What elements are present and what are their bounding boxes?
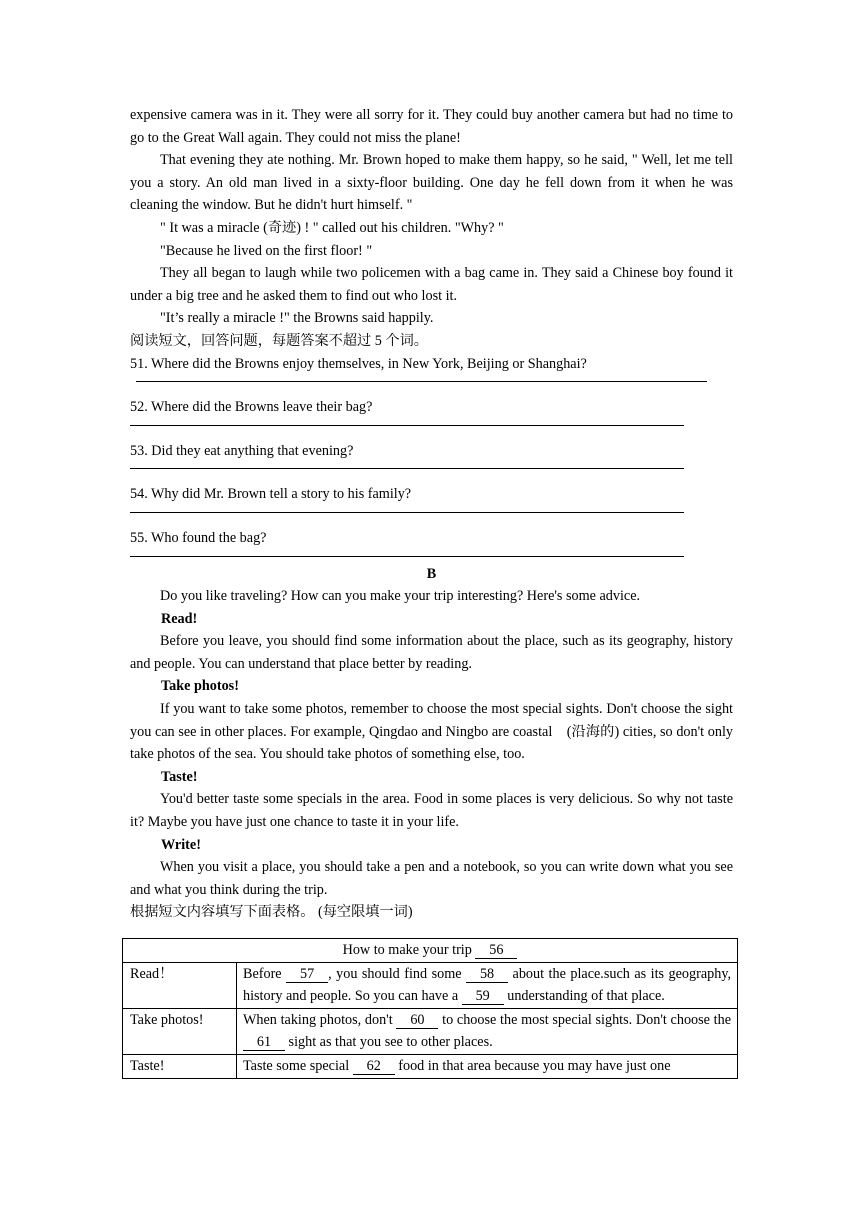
table-header-cell xyxy=(123,939,738,963)
answer-line-51[interactable] xyxy=(136,381,707,382)
read-heading: Read! xyxy=(161,610,198,627)
question-55: 55. Who found the bag? xyxy=(130,529,267,546)
worksheet-page xyxy=(130,104,733,924)
row-text: about the place.such as its geography, history and people. So you can have a xyxy=(243,965,732,1005)
row-label-read: Read！ xyxy=(123,962,237,1008)
question-51: 51. Where did the Browns enjoy themselves, in New York, Beijing or Shanghai? xyxy=(130,355,587,372)
passage-a-paragraph: "It’s really a miracle !" the Browns said happily. xyxy=(160,310,434,327)
question-52: 52. Where did the Browns leave their bag? xyxy=(130,399,373,416)
table-row xyxy=(123,1054,738,1078)
row-text: Before xyxy=(243,965,282,982)
table-title: How to make your trip xyxy=(342,942,472,958)
write-paragraph: When you visit a place, you should take a pen and a notebook, so you can write down what you see and what you think during the trip. xyxy=(130,859,733,898)
blank-61[interactable]: 61 xyxy=(243,1034,285,1051)
answer-line-54[interactable] xyxy=(130,512,684,513)
taste-heading: Taste! xyxy=(161,768,198,785)
passage-a-paragraph: They all began to laugh while two policemen with a bag came in. They said a Chinese boy found it under a big tree and he asked them to find out who lost it. xyxy=(130,265,733,304)
section-b-intro: Do you like traveling? How can you make your trip interesting? Here's some advice. xyxy=(160,588,641,605)
taste-paragraph: You'd better taste some specials in the area. Food in some places is very delicious. So why not taste it? Maybe you have just one chance to taste it in your life. xyxy=(130,791,733,831)
passage-a-paragraph: " It was a miracle (奇迹) ! " called out his children. "Why? " xyxy=(160,219,504,236)
row-label-taste: Taste! xyxy=(123,1054,237,1078)
row-text: food in that area because you may have just one xyxy=(398,1057,671,1074)
fill-in-table xyxy=(122,938,738,1079)
question-54: 54. Why did Mr. Brown tell a story to his family? xyxy=(130,486,412,503)
answer-line-52[interactable] xyxy=(130,425,684,426)
table-row xyxy=(123,962,738,1008)
write-heading: Write! xyxy=(161,836,201,853)
passage-a-paragraph: expensive camera was in it. They were all sorry for it. They could buy another camera but had no time to go to the Great Wall again. They could not miss the plane! xyxy=(130,107,733,146)
instructions-a: 阅读短文，回答问题，每题答案不超过 5 个词。 xyxy=(130,332,428,349)
row-text: When taking photos, don't xyxy=(243,1011,393,1028)
section-b-heading: B xyxy=(426,565,437,582)
instructions-b: 根据短文内容填写下面表格。 (每空限填一词) xyxy=(130,904,413,921)
photo-paragraph: If you want to take some photos, remember to choose the most special sights. Don't choose the sight you can see in other places. For example, Qingdao and Ningbo are coastal (沿海的) cities, so don't only take photos of the sea. You should take photos of something else, too. xyxy=(130,701,733,763)
blank-56[interactable]: 56 xyxy=(475,942,517,959)
passage-a-paragraph: That evening they ate nothing. Mr. Brown hoped to make them happy, so he said, " Well, let me tell you a story. An old man lived in a sixty-floor building. One day he fell down from it when he was cleaning the window. But he didn't hurt himself. " xyxy=(130,152,733,214)
table-header-row xyxy=(123,939,738,963)
row-content-photos xyxy=(237,1008,738,1054)
blank-60[interactable]: 60 xyxy=(396,1012,438,1029)
row-text: sight as that you see to other places. xyxy=(288,1034,493,1051)
passage-a-paragraph: "Because he lived on the first floor! " xyxy=(160,242,373,259)
row-text: , you should find some xyxy=(328,965,462,982)
row-text: to choose the most special sights. Don't choose the xyxy=(442,1011,732,1028)
table-row xyxy=(123,1008,738,1054)
blank-58[interactable]: 58 xyxy=(466,966,508,983)
photo-heading: Take photos! xyxy=(161,678,239,695)
blank-59[interactable]: 59 xyxy=(462,988,504,1005)
row-text: Taste some special xyxy=(243,1057,350,1074)
answer-line-55[interactable] xyxy=(130,556,684,557)
row-content-taste xyxy=(237,1054,738,1078)
blank-57[interactable]: 57 xyxy=(286,966,328,983)
row-text: understanding of that place. xyxy=(507,988,665,1005)
read-paragraph: Before you leave, you should find some information about the place, such as its geography, history and people. You can understand that place better by reading. xyxy=(130,633,733,672)
blank-62[interactable]: 62 xyxy=(353,1058,395,1075)
answer-line-53[interactable] xyxy=(130,468,684,469)
row-content-read xyxy=(237,962,738,1008)
row-label-photos: Take photos! xyxy=(123,1008,237,1054)
question-53: 53. Did they eat anything that evening? xyxy=(130,442,354,459)
